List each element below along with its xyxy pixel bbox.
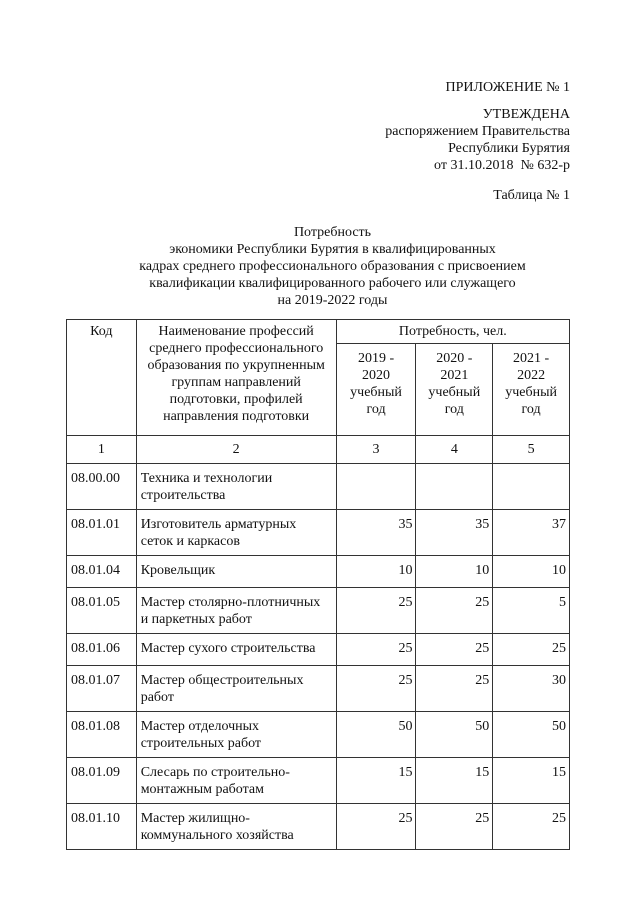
row-code: 08.01.08	[67, 712, 137, 758]
approval-block	[385, 106, 570, 174]
year-3-line: 2022	[517, 368, 546, 383]
col-header-name-line: образования по укрупненным	[147, 358, 325, 373]
col-header-code-text: Код	[90, 324, 113, 339]
row-code: 08.01.05	[67, 588, 137, 634]
order-text: распоряжением Правительства	[385, 124, 570, 139]
year-3-line: год	[521, 402, 541, 417]
approved-text: УТВЕЖДЕНА	[482, 107, 570, 122]
row-name	[136, 634, 336, 666]
document-title	[66, 224, 599, 309]
table-row	[67, 464, 570, 510]
row-code: 08.01.07	[67, 666, 137, 712]
date-text: от 31.10.2018 № 632-р	[434, 158, 570, 173]
col-header-name-line: направления подготовки	[163, 409, 310, 424]
row-name	[136, 464, 336, 510]
col-header-name-line: группам направлений	[171, 375, 301, 390]
row-value-2019: 25	[336, 666, 416, 712]
row-value-2020: 25	[416, 634, 493, 666]
row-value-2021	[493, 464, 570, 510]
row-name-line: строительства	[140, 488, 226, 503]
row-name-line: Мастер сухого строительства	[140, 641, 316, 656]
row-value-2021: 25	[493, 634, 570, 666]
row-name	[136, 666, 336, 712]
row-value-2020: 15	[416, 758, 493, 804]
row-value-2019: 25	[336, 634, 416, 666]
row-code: 08.01.10	[67, 804, 137, 850]
row-value-2020: 35	[416, 510, 493, 556]
col-header-need-text: Потребность, чел.	[398, 324, 507, 339]
row-value-2021: 15	[493, 758, 570, 804]
title-line: экономики Республики Бурятия в квалифицированных	[169, 242, 496, 257]
table-row	[67, 804, 570, 850]
appendix-label	[446, 79, 571, 96]
row-name	[136, 804, 336, 850]
table-row	[67, 588, 570, 634]
row-value-2020: 10	[416, 556, 493, 588]
region-text: Республики Бурятия	[448, 141, 570, 156]
col-header-need	[336, 320, 569, 344]
col-header-code	[67, 320, 137, 436]
year-2-line: 2021	[440, 368, 469, 383]
table-row	[67, 556, 570, 588]
col-header-year-1	[336, 344, 416, 436]
row-name	[136, 758, 336, 804]
year-2-line: учебный	[428, 385, 481, 400]
row-value-2021: 10	[493, 556, 570, 588]
column-number: 5	[493, 436, 570, 464]
row-code: 08.01.01	[67, 510, 137, 556]
title-line: кадрах среднего профессионального образования с присвоением	[139, 259, 526, 274]
row-code: 08.01.06	[67, 634, 137, 666]
row-name-line: и паркетных работ	[140, 612, 252, 627]
row-value-2020: 50	[416, 712, 493, 758]
row-value-2019: 35	[336, 510, 416, 556]
year-1-line: 2020	[362, 368, 391, 383]
row-name-line: Мастер столярно-плотничных	[140, 595, 321, 610]
row-value-2019: 10	[336, 556, 416, 588]
row-value-2019: 25	[336, 804, 416, 850]
column-number: 4	[416, 436, 493, 464]
row-name-line: монтажным работам	[140, 782, 264, 797]
row-name-line: сеток и каркасов	[140, 534, 240, 549]
row-value-2019: 15	[336, 758, 416, 804]
col-header-name	[136, 320, 336, 436]
row-name-line: Изготовитель арматурных	[140, 517, 297, 532]
title-line: на 2019-2022 годы	[277, 293, 388, 308]
row-value-2020: 25	[416, 588, 493, 634]
row-name-line: работ	[140, 690, 174, 705]
year-1-line: год	[366, 402, 386, 417]
row-name	[136, 556, 336, 588]
table-row	[67, 666, 570, 712]
row-value-2021: 50	[493, 712, 570, 758]
col-header-name-line: подготовки, профилей	[169, 392, 303, 407]
column-number: 1	[67, 436, 137, 464]
table-row	[67, 634, 570, 666]
row-name-line: Мастер жилищно-	[140, 811, 250, 826]
table-row	[67, 510, 570, 556]
row-name-line: Мастер общестроительных	[140, 673, 304, 688]
row-name-line: Техника и технологии	[140, 471, 273, 486]
row-code: 08.01.09	[67, 758, 137, 804]
appendix-text: ПРИЛОЖЕНИЕ № 1	[445, 80, 570, 95]
col-header-name-line: Наименование профессий	[158, 324, 314, 339]
table-row	[67, 758, 570, 804]
year-1-line: учебный	[350, 385, 402, 400]
row-value-2020: 25	[416, 804, 493, 850]
row-code: 08.01.04	[67, 556, 137, 588]
row-value-2020	[416, 464, 493, 510]
title-line: Потребность	[293, 225, 372, 240]
row-value-2019: 25	[336, 588, 416, 634]
row-value-2019	[336, 464, 416, 510]
year-2-line: год	[444, 402, 464, 417]
row-value-2020: 25	[416, 666, 493, 712]
row-name	[136, 510, 336, 556]
row-value-2021: 37	[493, 510, 570, 556]
year-3-line: 2021 -	[513, 351, 550, 366]
table-number	[493, 187, 570, 204]
column-number: 2	[136, 436, 336, 464]
row-value-2021: 5	[493, 588, 570, 634]
title-line: квалификации квалифицированного рабочего или служащего	[149, 276, 516, 291]
demand-table	[66, 319, 570, 850]
row-value-2021: 30	[493, 666, 570, 712]
row-name	[136, 712, 336, 758]
year-1-line: 2019 -	[357, 351, 395, 366]
row-name-line: строительных работ	[140, 736, 262, 751]
row-value-2021: 25	[493, 804, 570, 850]
year-3-line: учебный	[505, 385, 557, 400]
row-name-line: Слесарь по строительно-	[140, 765, 290, 780]
col-header-year-2	[416, 344, 493, 436]
year-2-line: 2020 -	[436, 351, 473, 366]
table-row	[67, 712, 570, 758]
row-name-line: Кровельщик	[140, 563, 216, 578]
table-number-text: Таблица № 1	[493, 188, 570, 203]
row-value-2019: 50	[336, 712, 416, 758]
col-header-name-line: среднего профессионального	[149, 341, 324, 356]
row-name-line: коммунального хозяйства	[140, 828, 294, 843]
row-code: 08.00.00	[67, 464, 137, 510]
column-number: 3	[336, 436, 416, 464]
row-name	[136, 588, 336, 634]
col-header-year-3	[493, 344, 570, 436]
row-name-line: Мастер отделочных	[140, 719, 260, 734]
